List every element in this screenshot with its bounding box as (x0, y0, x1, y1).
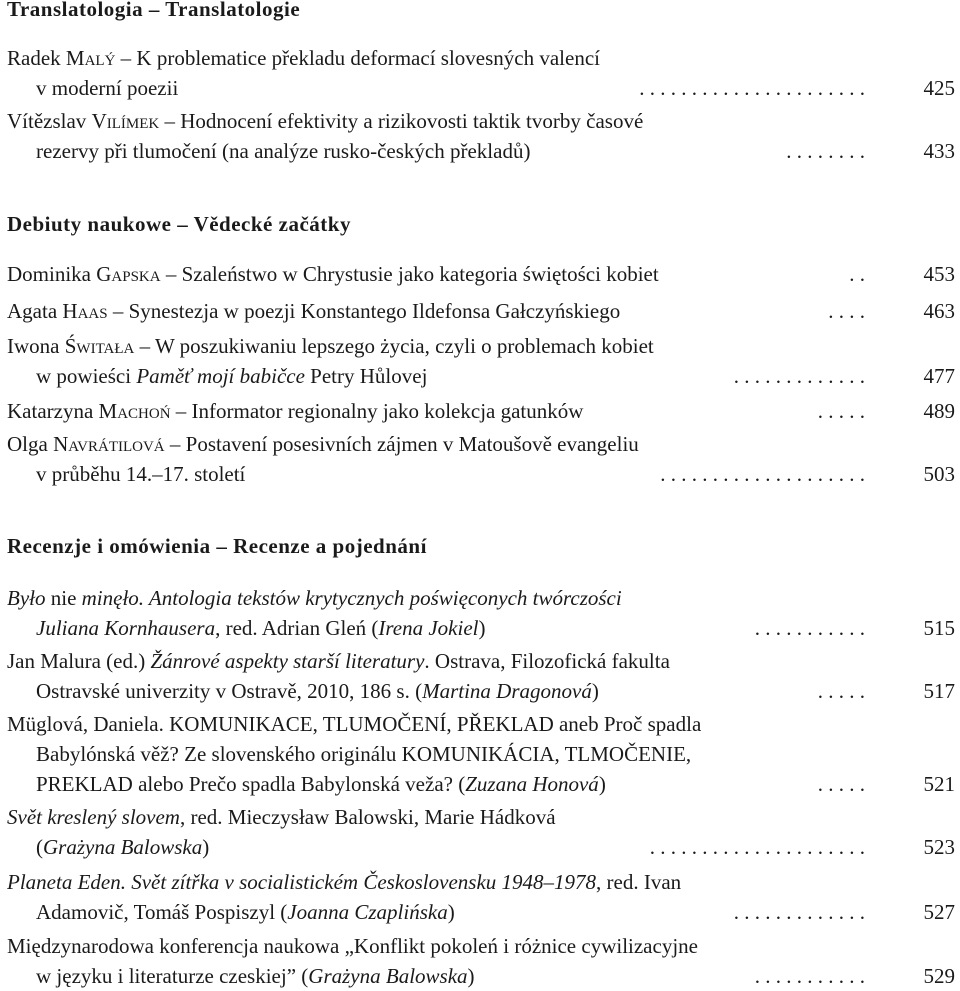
toc-entry: Radek Malý – K problematice překladu deformací slovesných valencí v moderní poezii . . . . . . . . . . . . . . . . . . . . . . 425 (7, 43, 955, 103)
entry-title: Synestezja w poezji Konstantego Ildefonsa Gałczyńskiego (128, 299, 621, 323)
author-first: Olga (7, 432, 48, 456)
page-number: 489 (923, 399, 955, 423)
leader-dots: . . . . . . . . . . . (754, 964, 865, 988)
page-number: 517 (923, 679, 955, 703)
author-first: Dominika (7, 262, 91, 286)
page-number: 503 (923, 462, 955, 486)
page-number: 523 (923, 835, 955, 859)
section-heading-translatologia: Translatologia – Translatologie (7, 0, 301, 21)
book-title: Paměť mojí babičce (136, 364, 305, 388)
author-last: Machoń (98, 399, 171, 423)
entry-title: Hodnocení efektivity a rizikovosti taktik tvorby časové (180, 109, 644, 133)
page-number: 477 (923, 364, 955, 388)
page-number: 527 (923, 900, 955, 924)
toc-entry: Międzynarodowa konferencja naukowa „Konflikt pokoleń i różnice cywilizacyjne w języku i literaturze czeskiej” (Grażyna Balowska) . . . . . . . . . . . 529 (7, 931, 955, 991)
author-last: Navrátilová (53, 432, 165, 456)
leader-dots: . . . . . . . . . . . . . (733, 364, 865, 388)
toc-entry: Agata Haas – Synestezja w poezji Konstantego Ildefonsa Gałczyńskiego . . . . 463 (7, 296, 955, 326)
author-last: Świtała (64, 334, 135, 358)
page-number: 425 (923, 76, 955, 100)
toc-entry: Müglová, Daniela. KOMUNIKACE, TLUMOČENÍ, PŘEKLAD aneb Proč spadla Babylónská věž? Ze slovenského originálu KOMUNIKÁCIA, TLMOČENIE, PREKLAD alebo Prečo spadla Babylonská veža? (Zuzana Honová) . . . . . 521 (7, 709, 955, 799)
toc-entry: Planeta Eden. Svět zítřka v socialistickém Československu 1948–1978, red. Ivan Adamovič, Tomáš Pospiszyl (Joanna Czaplińska) . . . . . . . . . . . . . 527 (7, 867, 955, 927)
page-number: 521 (923, 772, 955, 796)
entry-title: Szaleństwo w Chrystusie jako kategoria świętości kobiet (181, 262, 659, 286)
toc-entry: Vítězslav Vilímek – Hodnocení efektivity a rizikovosti taktik tvorby časové rezervy při tlumočení (na analýze rusko-českých překladů) . . . . . . . . 433 (7, 106, 955, 166)
entry-title-cont: rezervy při tlumočení (na analýze rusko-českých překladů) (36, 139, 531, 163)
page-number: 529 (923, 964, 955, 988)
author-last: Vilímek (91, 109, 160, 133)
entry-title-cont: v průběhu 14.–17. století (36, 462, 246, 486)
leader-dots: . . . . . . . . . . . . . (733, 900, 865, 924)
section-heading-debiuty: Debiuty naukowe – Vědecké začátky (7, 212, 351, 236)
author-first: Iwona (7, 334, 60, 358)
toc-entry: Jan Malura (ed.) Žánrové aspekty starší literatury. Ostrava, Filozofická fakulta Ostravské univerzity v Ostravě, 2010, 186 s. (Martina Dragonová) . . . . . 517 (7, 646, 955, 706)
entry-title: Informator regionalny jako kolekcja gatunków (191, 399, 584, 423)
page-number: 515 (923, 616, 955, 640)
leader-dots: . . . . . . . . . . . . . . . . . . . . . . (639, 76, 865, 100)
entry-title: Postavení posesivních zájmen v Matoušově evangeliu (185, 432, 639, 456)
author-first: Katarzyna (7, 399, 94, 423)
author-first: Radek (7, 46, 61, 70)
author-first: Vítězslav (7, 109, 87, 133)
leader-dots: . . . . . . . . . . . (754, 616, 865, 640)
toc-entry: Dominika Gapska – Szaleństwo w Chrystusie jako kategoria świętości kobiet . . 453 (7, 259, 955, 289)
toc-entry: Olga Navrátilová – Postavení posesivních zájmen v Matoušově evangeliu v průběhu 14.–17. století . . . . . . . . . . . . . . . . . . . . 503 (7, 429, 955, 489)
author-last: Gapska (96, 262, 161, 286)
leader-dots: . . . . . (817, 772, 865, 796)
toc-entry: Iwona Świtała – W poszukiwaniu lepszego życia, czyli o problemach kobiet w powieści Paměť mojí babičce Petry Hůlovej . . . . . . . . . . . . . 477 (7, 331, 955, 391)
toc-entry: Svět kreslený slovem, red. Mieczysław Balowski, Marie Hádková (Grażyna Balowska) . . . . . . . . . . . . . . . . . . . . . 523 (7, 802, 955, 862)
author-last: Haas (62, 299, 108, 323)
leader-dots: . . . . . . . . (786, 139, 865, 163)
entry-title: W poszukiwaniu lepszego życia, czyli o problemach kobiet (154, 334, 654, 358)
author-last: Malý (65, 46, 116, 70)
entry-title: K problematice překladu deformací slovesných valencí (136, 46, 600, 70)
leader-dots: . . . . . . . . . . . . . . . . . . . . . (649, 835, 865, 859)
toc-entry: Było nie minęło. Antologia tekstów krytycznych poświęconych twórczości Juliana Kornhausera, red. Adrian Gleń (Irena Jokiel) . . . . . . . . . . . 515 (7, 583, 955, 643)
page-number: 433 (923, 139, 955, 163)
toc-entry: Katarzyna Machoń – Informator regionalny jako kolekcja gatunków . . . . . 489 (7, 396, 955, 426)
leader-dots: . . . . . . . . . . . . . . . . . . . . (660, 462, 865, 486)
author-first: Agata (7, 299, 58, 323)
entry-title-cont: v moderní poezii (36, 76, 179, 100)
leader-dots: . . . . (828, 299, 865, 323)
leader-dots: . . (849, 262, 865, 286)
leader-dots: . . . . . (817, 679, 865, 703)
page-number: 463 (923, 299, 955, 323)
section-heading-recenzje: Recenzje i omówienia – Recenze a pojednání (7, 534, 427, 558)
leader-dots: . . . . . (817, 399, 865, 423)
page-number: 453 (923, 262, 955, 286)
